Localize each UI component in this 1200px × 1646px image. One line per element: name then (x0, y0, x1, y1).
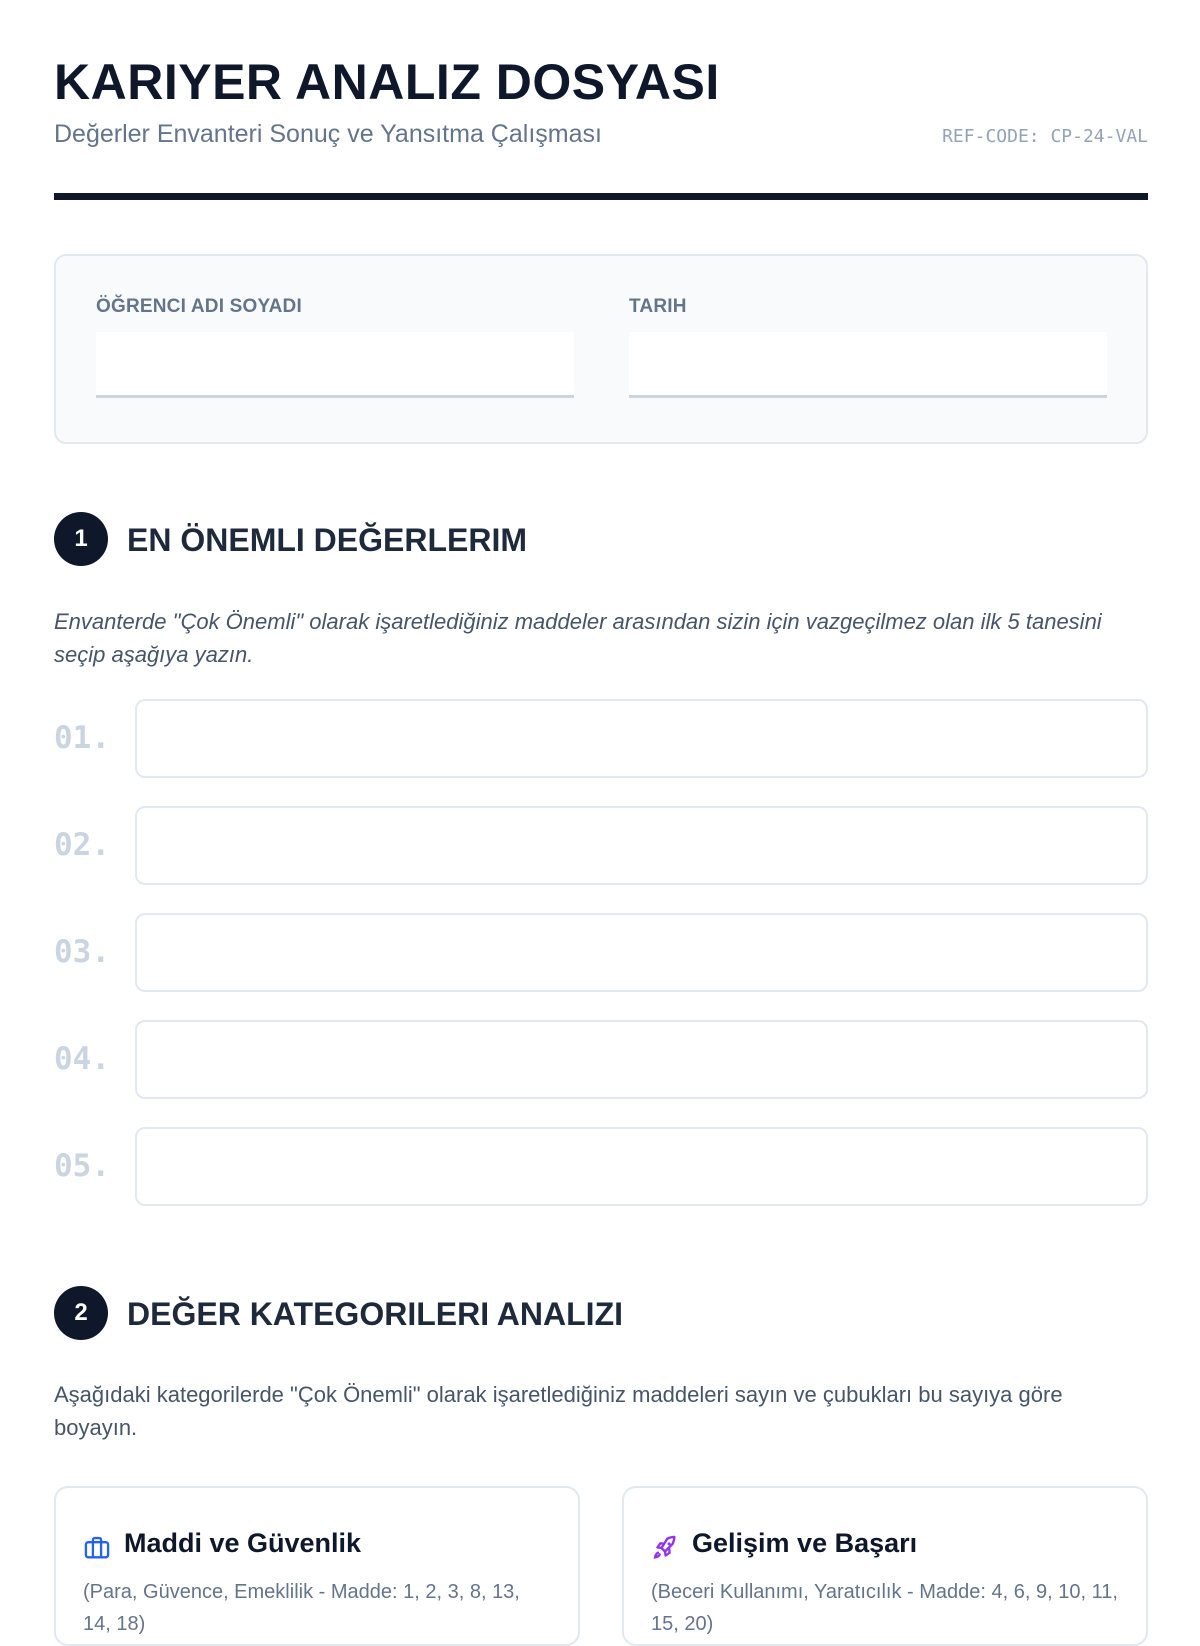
value-row-2 (54, 806, 1148, 885)
value-row-1 (54, 699, 1148, 778)
student-name-label: ÖĞRENCI ADI SOYADI (96, 296, 302, 317)
category-title: Maddi ve Güvenlik (124, 1528, 362, 1558)
section-1-title: EN ÖNEMLI DEĞERLERIM (127, 522, 528, 558)
category-card-financial (54, 1486, 580, 1646)
value-input-5[interactable] (135, 1127, 1148, 1206)
value-row-5 (54, 1127, 1148, 1206)
category-description: (Para, Güvence, Emeklilik - Madde: 1, 2, 3, 8, 13, 14, 18) (83, 1581, 520, 1635)
document-title: KARIYER ANALIZ DOSYASI (54, 54, 720, 110)
document-subtitle: Değerler Envanteri Sonuç ve Yansıtma Çalışması (54, 120, 602, 148)
student-name-input[interactable] (96, 332, 574, 398)
section-1-instruction: Envanterde "Çok Önemli" olarak işaretlediğiniz maddeler arasından sizin için vazgeçilmez olan ilk 5 tanesini seçip aşağıya yazın. (54, 609, 1102, 667)
row-number: 02. (54, 827, 110, 863)
date-input[interactable] (629, 332, 1107, 398)
date-label: TARIH (629, 296, 687, 317)
value-row-3 (54, 913, 1148, 992)
briefcase-icon (83, 1534, 111, 1562)
student-info-card (54, 254, 1148, 444)
section-1-number-badge: 1 (54, 512, 108, 566)
value-input-2[interactable] (135, 806, 1148, 885)
reference-code: REF-CODE: CP-24-VAL (942, 126, 1148, 147)
row-number: 05. (54, 1148, 110, 1184)
value-row-4 (54, 1020, 1148, 1099)
section-2-number-badge: 2 (54, 1286, 108, 1340)
header-divider (54, 193, 1148, 200)
student-name-field (96, 296, 574, 398)
section-1-header (54, 512, 1148, 566)
category-title: Gelişim ve Başarı (692, 1528, 918, 1558)
section-2-title: DEĞER KATEGORILERI ANALIZI (127, 1296, 623, 1332)
section-2-header (54, 1286, 1148, 1340)
section-2-instruction: Aşağıdaki kategorilerde "Çok Önemli" olarak işaretlediğiniz maddeleri sayın ve çubukları bu sayıya göre boyayın. (54, 1382, 1063, 1440)
rocket-icon (651, 1534, 679, 1562)
row-number: 01. (54, 720, 110, 756)
category-card-growth (622, 1486, 1148, 1646)
value-input-4[interactable] (135, 1020, 1148, 1099)
category-description: (Beceri Kullanımı, Yaratıcılık - Madde: 4, 6, 9, 10, 11, 15, 20) (651, 1581, 1118, 1635)
document-header (54, 52, 1148, 200)
row-number: 04. (54, 1041, 110, 1077)
date-field (629, 296, 1107, 398)
value-input-1[interactable] (135, 699, 1148, 778)
row-number: 03. (54, 934, 110, 970)
value-input-3[interactable] (135, 913, 1148, 992)
